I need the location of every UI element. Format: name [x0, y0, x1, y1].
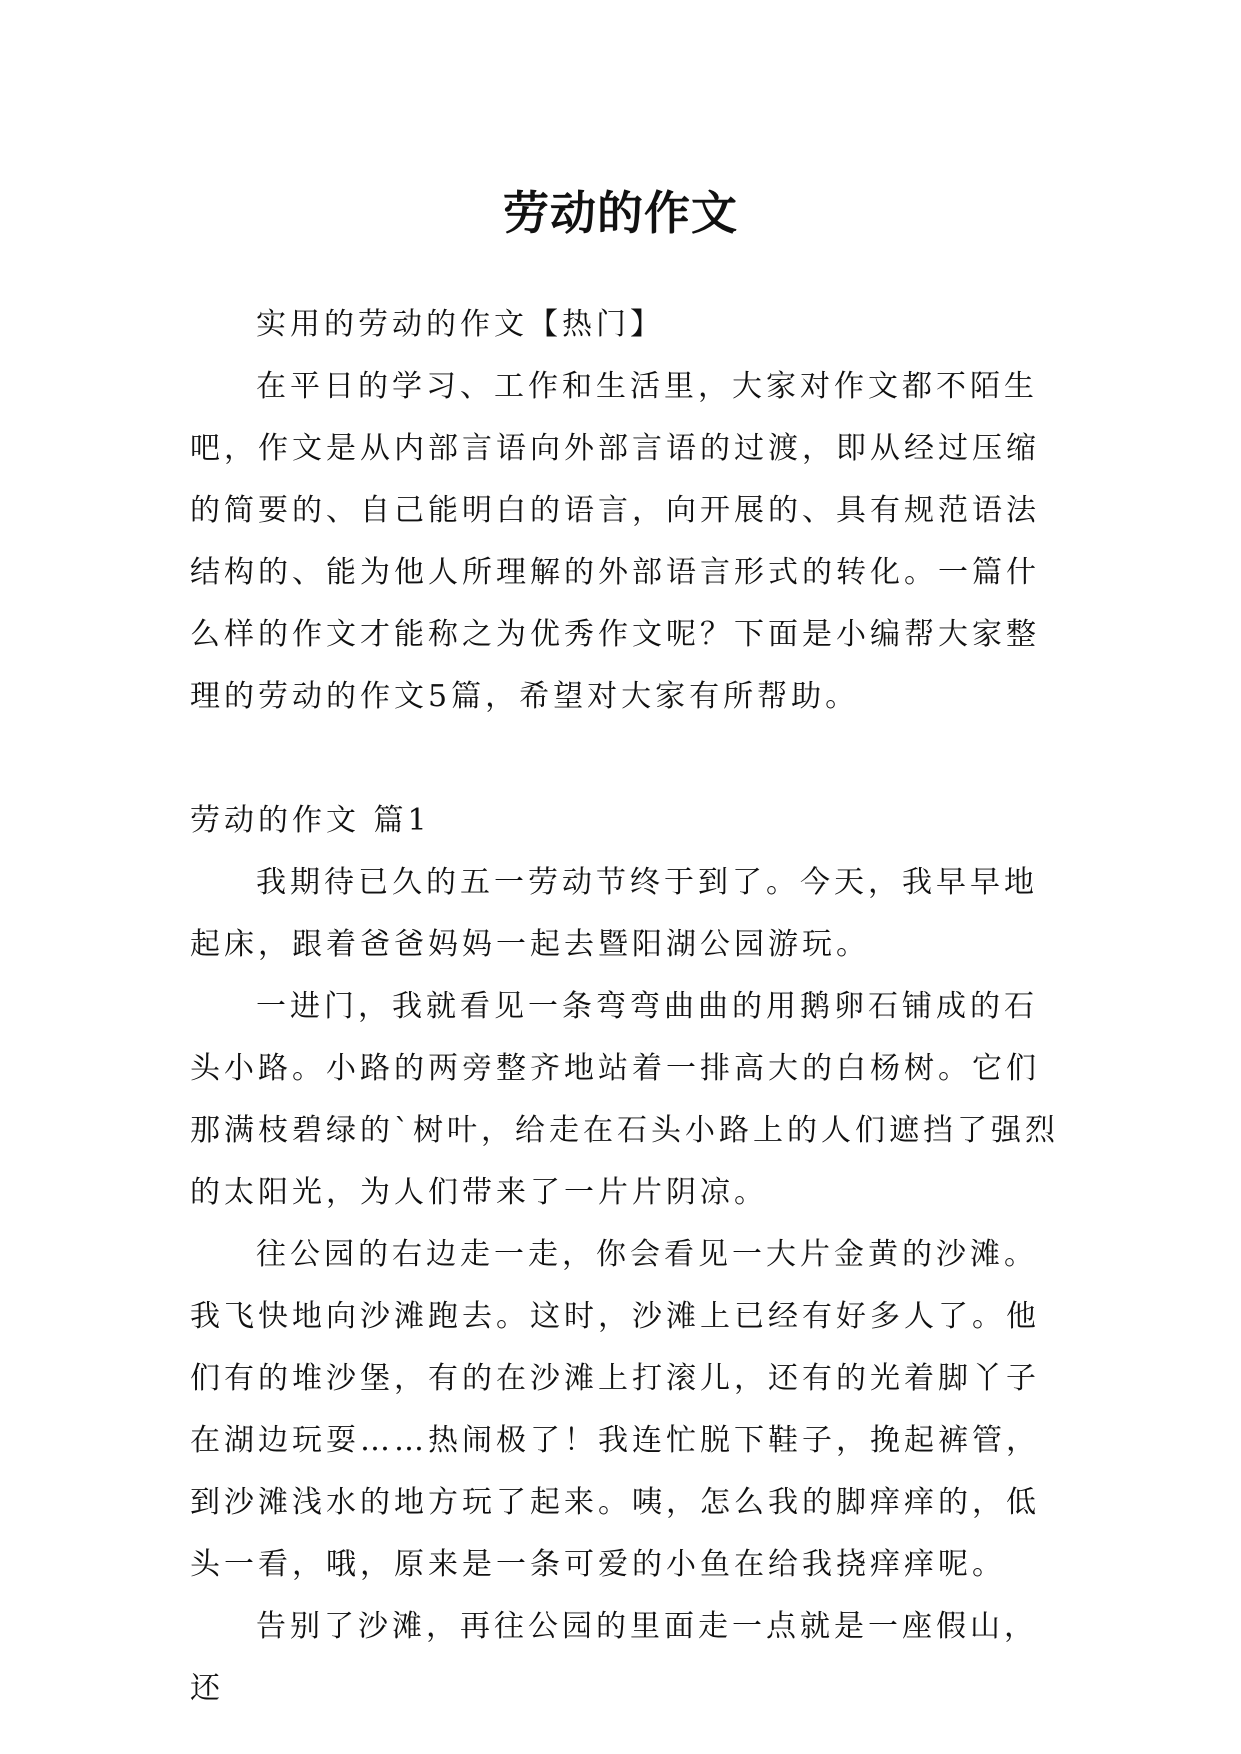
body-paragraph-1: 我期待已久的五一劳动节终于到了。今天，我早早地起床，跟着爸爸妈妈一起去暨阳湖公园游玩。	[190, 865, 1038, 962]
subtitle: 实用的劳动的作文【热门】	[256, 307, 664, 342]
body-paragraph-4: 告别了沙滩，再往公园的里面走一点就是一座假山，还	[190, 1609, 1038, 1706]
section-heading: 劳动的作文 篇1	[190, 803, 431, 838]
document-title: 劳动的作文	[503, 185, 738, 240]
body-paragraph-2: 一进门，我就看见一条弯弯曲曲的用鹅卵石铺成的石头小路。小路的两旁整齐地站着一排高大的白杨树。它们那满枝碧绿的`树叶，给走在石头小路上的人们遮挡了强烈的太阳光，为人们带来了一片片阴凉。	[190, 989, 1059, 1210]
document-body	[190, 294, 1070, 1720]
intro-paragraph: 在平日的学习、工作和生活里，大家对作文都不陌生吧，作文是从内部言语向外部言语的过渡，即从经过压缩的简要的、自己能明白的语言，向开展的、具有规范语法结构的、能为他人所理解的外部语言形式的转化。一篇什么样的作文才能称之为优秀作文呢？下面是小编帮大家整理的劳动的作文5篇，希望对大家有所帮助。	[190, 369, 1040, 714]
section-spacer	[190, 728, 1070, 790]
body-paragraph-3: 往公园的右边走一走，你会看见一大片金黄的沙滩。我飞快地向沙滩跑去。这时，沙滩上已经有好多人了。他们有的堆沙堡，有的在沙滩上打滚儿，还有的光着脚丫子在湖边玩耍……热闹极了！我连忙脱下鞋子，挽起裤管，到沙滩浅水的地方玩了起来。咦，怎么我的脚痒痒的，低头一看，哦，原来是一条可爱的小鱼在给我挠痒痒呢。	[190, 1237, 1040, 1582]
